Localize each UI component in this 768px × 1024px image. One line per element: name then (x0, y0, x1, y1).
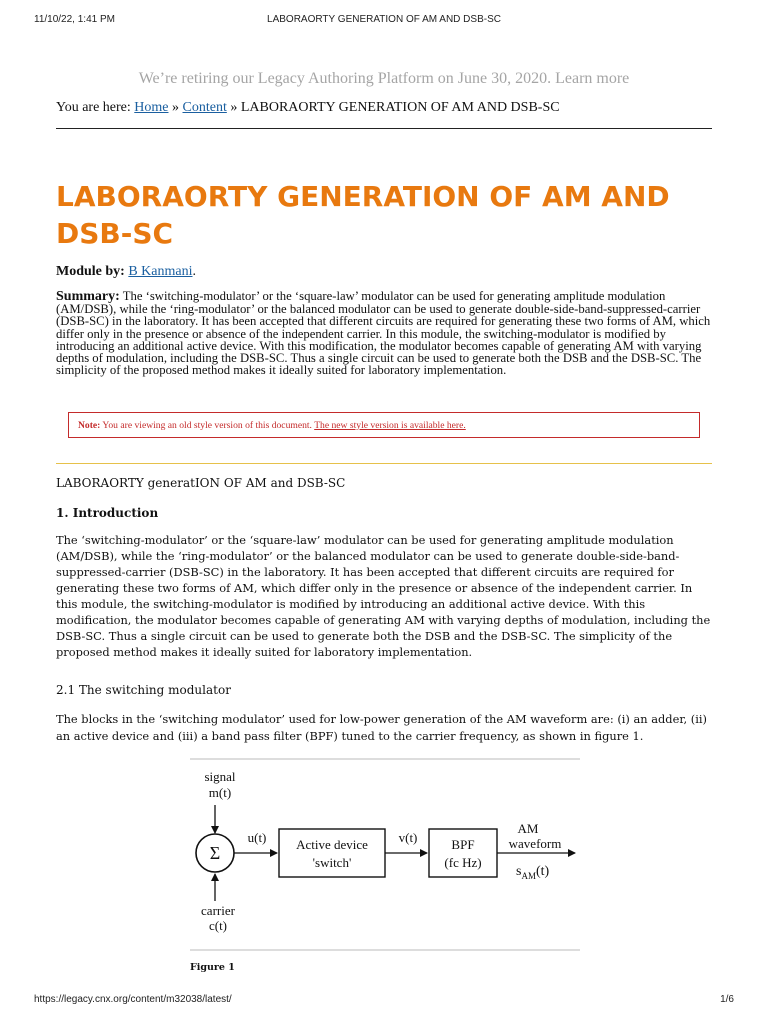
print-header (34, 14, 734, 28)
old-style-note (68, 412, 700, 438)
signal-label: signal (204, 769, 236, 784)
u-label: u(t) (247, 830, 267, 845)
summary-label: Summary: (56, 289, 120, 304)
module-by-label: Module by: (56, 264, 125, 279)
intro-heading: 1. Introduction (56, 506, 159, 520)
carrier-label: carrier (201, 903, 235, 918)
intro-paragraph: The ‘switching-modulator’ or the ‘square-law’ modulator can be used for generating amplitude modulation (AM/DSB), while the ‘ring-modulator’ or the balanced modulator can be used to generate double-side-band-suppressed-carrier (DSB-SC) in the laboratory. It has been accepted that different circuits are required for generating these two forms of AM, which differ only in the presence or absence of the independent carrier. In this module, the switching-modulator is modified by introducing an additional active device. With this modification, the modulator becomes capable of generating AM with varying depths of modulation, including the DSB-SC. Thus a single circuit can be used to generate both the DSB and the DSB-SC. The simplicity of the proposed method makes it ideally suited for laboratory implementation. (56, 533, 711, 659)
carrier-var: c(t) (208, 918, 228, 933)
breadcrumb (56, 100, 716, 116)
output-s: s (516, 864, 522, 879)
bpf-line1: BPF (451, 837, 475, 852)
note-label: Note: (78, 420, 101, 431)
print-title: LABORAORTY GENERATION OF AM AND DSB-SC (267, 14, 501, 25)
page-title: LABORAORTY GENERATION OF AM AND DSB-SC (56, 180, 670, 250)
device-line1: Active device (296, 837, 368, 852)
summary (56, 290, 716, 376)
breadcrumb-content-link[interactable]: Content (182, 100, 227, 115)
v-label: v(t) (398, 830, 418, 845)
author-link[interactable]: B Kanmani (128, 264, 193, 279)
summary-text: The ‘switching-modulator’ or the ‘square-law’ modulator can be used for generating amplitude modulation (AM/DSB), while the ‘ring-modulator’ or the balanced modulator can be used to generate double-side-band-suppressed-carrier (DSB-SC) in the laboratory. It has been accepted that different circuits are required for generating these two forms of AM, which differ only in the presence or absence of the independent carrier. In this module, the switching-modulator is modified by introducing an additional active device. With this modification, the modulator becomes capable of generating AM with varying depths of modulation, including the DSB-SC. Thus a single circuit can be used to generate both the DSB and the DSB-SC. The simplicity of the proposed method makes it ideally suited for laboratory implementation. (56, 289, 711, 378)
print-footer (34, 994, 734, 1008)
page-number: 1/6 (720, 994, 734, 1005)
output-subscript: AM (521, 871, 536, 881)
am-label: AM (517, 821, 539, 836)
section-paragraph: The blocks in the ‘switching modulator’ used for low-power generation of the AM waveform are: (i) an adder, (ii) an active device and (iii) a band pass filter (BPF) tuned to the carrier frequency, as shown in figure 1. (56, 712, 707, 743)
breadcrumb-separator: » (230, 100, 238, 115)
body-title: LABORAORTY generatION OF AM and DSB-SC (56, 476, 346, 490)
section-heading: 2.1 The switching modulator (56, 683, 231, 697)
breadcrumb-separator: » (172, 100, 179, 115)
signal-var: m(t) (208, 785, 232, 800)
output-signal-label (516, 864, 550, 881)
sum-symbol: Σ (209, 843, 221, 863)
print-url: https://legacy.cnx.org/content/m32038/latest/ (34, 994, 232, 1005)
author-suffix: . (192, 264, 196, 279)
note-text: You are viewing an old style version of this document. (102, 420, 312, 431)
content-divider (56, 463, 712, 464)
device-line2: 'switch' (312, 855, 352, 870)
breadcrumb-current: LABORAORTY GENERATION OF AM AND DSB-SC (240, 100, 560, 115)
new-style-link[interactable]: The new style version is available here. (314, 420, 466, 431)
waveform-label: waveform (508, 836, 562, 851)
module-author (56, 264, 196, 280)
breadcrumb-home-link[interactable]: Home (134, 100, 169, 115)
breadcrumb-divider (56, 128, 712, 129)
output-t: (t) (535, 864, 550, 879)
retirement-banner[interactable]: We’re retiring our Legacy Authoring Platform on June 30, 2020. Learn more (138, 70, 630, 87)
switching-modulator-diagram (190, 757, 580, 953)
breadcrumb-prefix: You are here: (56, 100, 131, 115)
figure-caption: Figure 1 (190, 962, 235, 973)
print-datetime: 11/10/22, 1:41 PM (34, 14, 115, 25)
bpf-line2: (fc Hz) (444, 855, 482, 870)
